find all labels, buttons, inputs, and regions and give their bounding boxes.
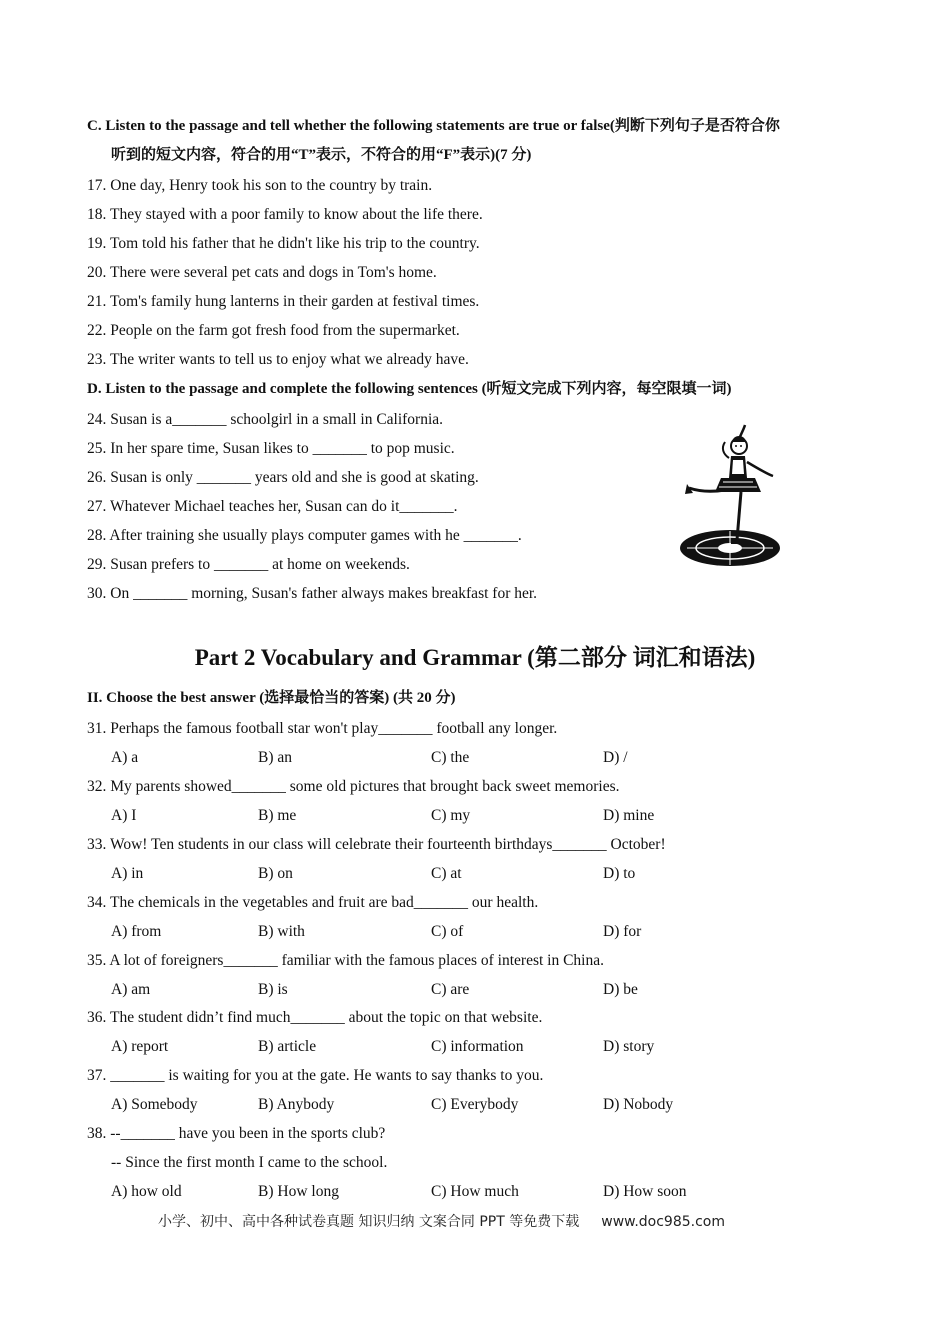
option-a: A) Somebody: [111, 1096, 198, 1113]
option-c: C) of: [431, 923, 464, 940]
ice-skater-illustration: [675, 420, 785, 570]
question-38-reply: -- Since the first month I came to the school.: [111, 1154, 388, 1171]
question-38: 38. --_______ have you been in the sports club?: [87, 1125, 386, 1142]
option-a: A) a: [111, 749, 139, 766]
question-18: 18. They stayed with a poor family to know about the life there.: [87, 206, 483, 223]
section-c-heading-cont: 听到的短文内容，符合的用“T”表示，不符合的用“F”表示)(7 分): [111, 147, 532, 163]
question-22: 22. People on the farm got fresh food from the supermarket.: [87, 322, 460, 339]
question-28: 28. After training she usually plays computer games with he _______.: [87, 527, 522, 544]
option-c: C) information: [431, 1038, 524, 1055]
question-26: 26. Susan is only _______ years old and she is good at skating.: [87, 469, 479, 486]
question-17: 17. One day, Henry took his son to the country by train.: [87, 177, 433, 194]
question-31: 31. Perhaps the famous football star won't play_______ football any longer.: [87, 720, 558, 737]
option-d: D) Nobody: [603, 1096, 674, 1113]
question-27: 27. Whatever Michael teaches her, Susan can do it_______.: [87, 498, 458, 515]
question-21: 21. Tom's family hung lanterns in their garden at festival times.: [87, 293, 480, 310]
section-ii-heading: II. Choose the best answer (选择最恰当的答案) (共 20 分): [87, 690, 456, 706]
option-d: D) to: [603, 865, 636, 882]
question-37: 37. _______ is waiting for you at the gate. He wants to say thanks to you.: [87, 1067, 544, 1084]
option-b: B) Anybody: [258, 1096, 335, 1113]
option-a: A) from: [111, 923, 162, 940]
question-23: 23. The writer wants to tell us to enjoy what we already have.: [87, 351, 469, 368]
question-35: 35. A lot of foreigners_______ familiar with the famous places of interest in China.: [87, 952, 604, 969]
option-a: A) in: [111, 865, 144, 882]
section-c-heading: C. Listen to the passage and tell whether the following statements are true or false(判断下列句子是否符合你: [87, 118, 780, 134]
option-b: B) on: [258, 865, 293, 882]
option-d: D) story: [603, 1038, 655, 1055]
question-25: 25. In her spare time, Susan likes to _______ to pop music.: [87, 440, 455, 457]
question-19: 19. Tom told his father that he didn't like his trip to the country.: [87, 235, 480, 252]
question-24: 24. Susan is a_______ schoolgirl in a small in California.: [87, 411, 444, 428]
question-32: 32. My parents showed_______ some old pictures that brought back sweet memories.: [87, 778, 620, 795]
footer-url[interactable]: www.doc985.com: [601, 1214, 725, 1230]
option-b: B) with: [258, 923, 305, 940]
option-a: A) report: [111, 1038, 169, 1055]
option-c: C) the: [431, 749, 470, 766]
footer-text: 小学、初中、高中各种试卷真题 知识归纳 文案合同 PPT 等免费下载: [158, 1214, 580, 1230]
option-c: C) are: [431, 981, 470, 998]
option-b: B) How long: [258, 1183, 339, 1200]
option-b: B) me: [258, 807, 297, 824]
section-d-heading: D. Listen to the passage and complete the following sentences (听短文完成下列内容，每空限填一词): [87, 381, 732, 397]
option-a: A) how old: [111, 1183, 182, 1200]
option-d: D) be: [603, 981, 638, 998]
part2-title: Part 2 Vocabulary and Grammar (第二部分 词汇和语法): [194, 645, 756, 670]
option-c: C) my: [431, 807, 471, 824]
option-c: C) at: [431, 865, 462, 882]
question-29: 29. Susan prefers to _______ at home on weekends.: [87, 556, 410, 573]
option-d: D) /: [603, 749, 628, 766]
option-b: B) is: [258, 981, 288, 998]
page-footer: [158, 1210, 725, 1234]
option-d: D) mine: [603, 807, 655, 824]
option-d: D) for: [603, 923, 642, 940]
option-b: B) article: [258, 1038, 317, 1055]
question-33: 33. Wow! Ten students in our class will celebrate their fourteenth birthdays_______ October!: [87, 836, 666, 853]
question-36: 36. The student didn’t find much_______ about the topic on that website.: [87, 1009, 543, 1026]
option-c: C) Everybody: [431, 1096, 519, 1113]
question-30: 30. On _______ morning, Susan's father always makes breakfast for her.: [87, 585, 538, 602]
option-c: C) How much: [431, 1183, 519, 1200]
question-34: 34. The chemicals in the vegetables and fruit are bad_______ our health.: [87, 894, 539, 911]
option-b: B) an: [258, 749, 293, 766]
option-a: A) I: [111, 807, 137, 824]
question-20: 20. There were several pet cats and dogs in Tom's home.: [87, 264, 437, 281]
option-a: A) am: [111, 981, 151, 998]
option-d: D) How soon: [603, 1183, 687, 1200]
